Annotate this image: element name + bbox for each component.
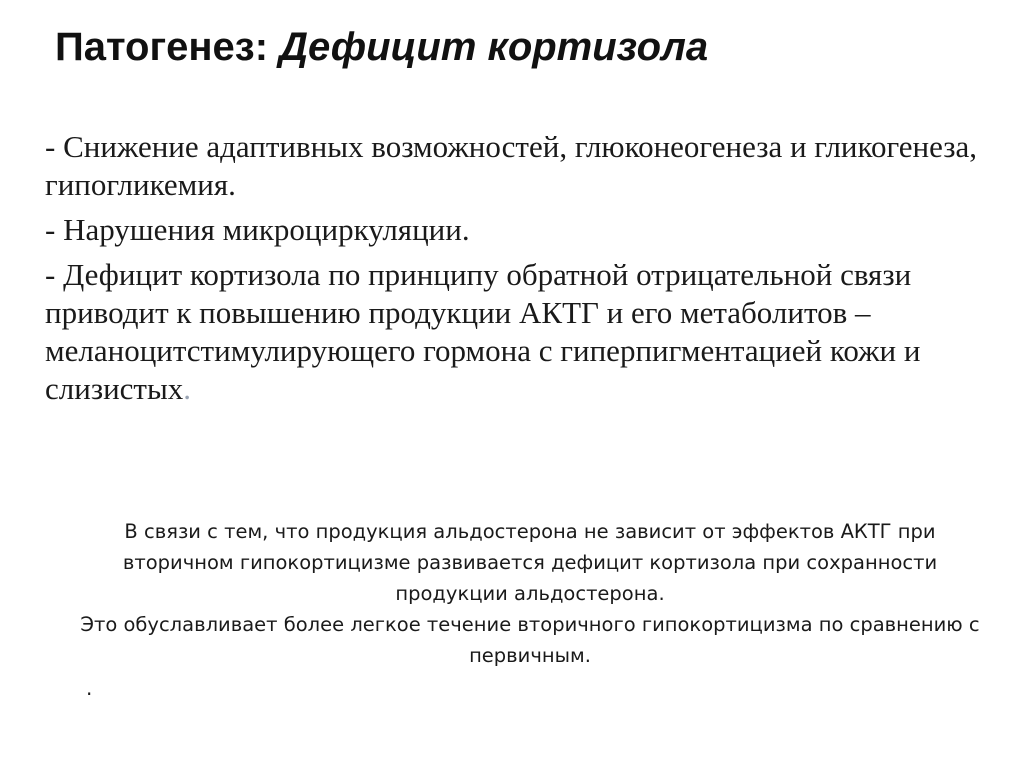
bullet-item xyxy=(45,128,995,204)
stray-mark: . xyxy=(86,676,93,700)
bullet-text: - Нарушения микроциркуляции. xyxy=(45,212,470,247)
bullet-text: - Снижение адаптивных возможностей, глюконеогенеза и гликогенеза, гипогликемия. xyxy=(45,129,978,202)
title-plain: Патогенез: xyxy=(55,25,269,69)
note-block xyxy=(70,516,990,671)
slide-title xyxy=(55,18,708,76)
bullet-item xyxy=(45,211,995,249)
note-paragraph: Это обуславливает более легкое течение вторичного гипокортицизма по сравнению с первичным. xyxy=(80,613,980,667)
bullet-text: - Дефицит кортизола по принципу обратной отрицательной связи приводит к повышению продукции АКТГ и его метаболитов –меланоцитстимулирующего гормона с гиперпигментацией кожи и слизистых xyxy=(45,257,921,406)
bullet-list xyxy=(45,128,995,415)
note-paragraph: В связи с тем, что продукция альдостерона не зависит от эффектов АКТГ при вторичном гипокортицизме развивается дефицит кортизола при сохранности продукции альдостерона. xyxy=(122,520,938,605)
title-italic: Дефицит кортизола xyxy=(279,25,709,69)
bullet-end-mark: . xyxy=(183,371,192,406)
bullet-item xyxy=(45,256,995,408)
